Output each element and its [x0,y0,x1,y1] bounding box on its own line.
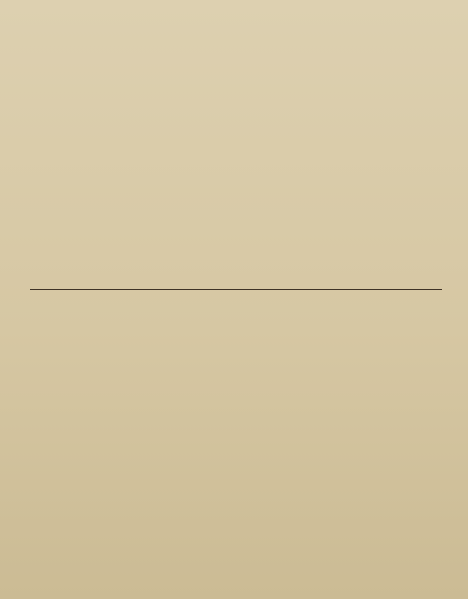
section-divider [30,289,442,290]
